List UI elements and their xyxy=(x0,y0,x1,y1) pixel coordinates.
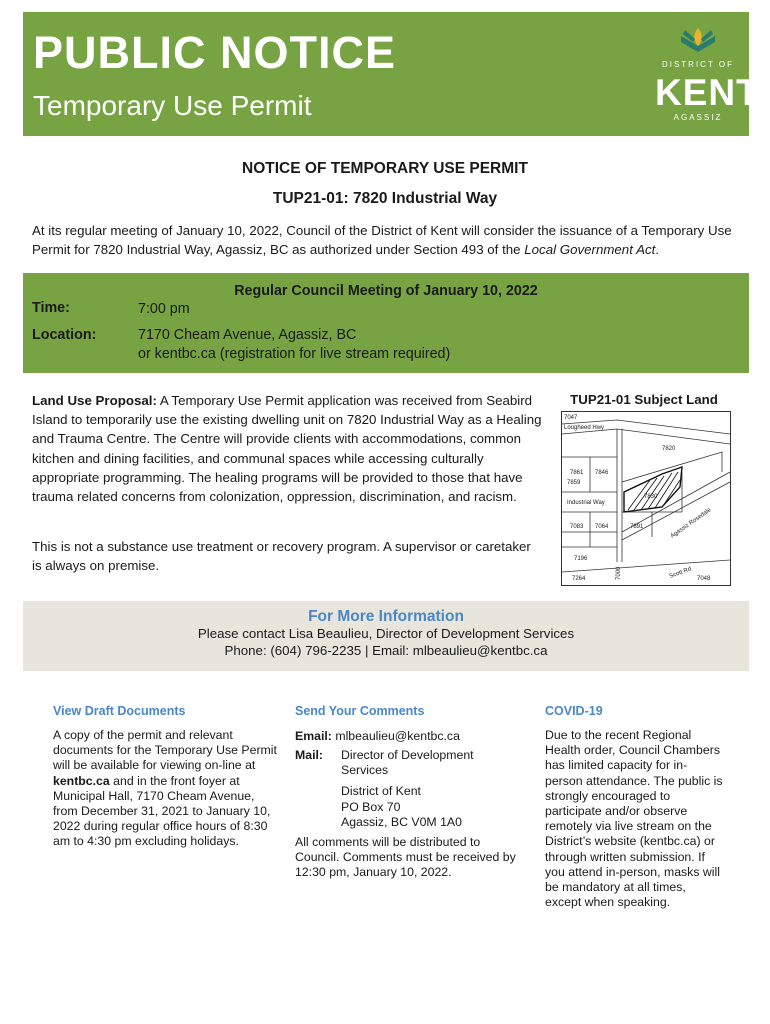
mail-address xyxy=(341,748,511,830)
intro-end: . xyxy=(655,242,660,257)
land-use-proposal xyxy=(32,391,542,506)
act-name: Local Government Act xyxy=(524,242,656,257)
contact-details: Phone: (604) 796-2235 | Email: mlbeaulieu@kentbc.ca xyxy=(224,643,548,658)
proposal-label: Land Use Proposal: xyxy=(32,393,157,408)
map-label: Scott Rd xyxy=(668,566,693,580)
location-value xyxy=(138,326,450,364)
book-leaf-icon xyxy=(655,24,741,54)
email-row xyxy=(295,729,460,744)
comments-note: All comments will be distributed to Council. Comments must be received by 12:30 pm, January 10, 2022. xyxy=(295,835,516,880)
map-label: 7830 xyxy=(644,494,658,500)
district-logo xyxy=(655,24,760,124)
map-label: Lougheed Hwy xyxy=(564,425,605,431)
time-label: Time: xyxy=(32,300,70,316)
draft-text-1: A copy of the permit and relevant documents for the Temporary Use Permit will be available for viewing on-line at xyxy=(53,728,277,773)
more-info-title: For More Information xyxy=(308,608,464,625)
more-info-box xyxy=(23,601,749,671)
logo-bottom-text: AGASSIZ xyxy=(673,113,723,122)
intro-text: At its regular meeting of January 10, 2022, Council of the District of Kent will consider the issuance of a Temporary Use Permit for 7820 Industrial Way, Agassiz, BC as authorized under Section 493 of the xyxy=(32,223,732,257)
notice-title: PUBLIC NOTICE xyxy=(33,27,397,78)
contact-line: Please contact Lisa Beaulieu, Director of Development Services xyxy=(197,626,575,641)
location-line-1: 7170 Cheam Avenue, Agassiz, BC xyxy=(138,327,357,343)
draft-text-2: and in the front foyer at Municipal Hall, 7170 Cheam Avenue, from December 31, 2021 to January 10, 2022 during regular office hours of 8:30 am to 4:30 pm excluding holidays. xyxy=(53,773,271,849)
proposal-note: This is not a substance use treatment or recovery program. A supervisor or caretaker is always on premise. xyxy=(32,539,531,574)
map-label: 7047 xyxy=(564,415,578,421)
mail-line: Agassiz, BC V0M 1A0 xyxy=(341,814,462,829)
map-label: 7264 xyxy=(572,576,586,582)
map-title: TUP21-01 Subject Land xyxy=(570,392,718,407)
map-label: 7891 xyxy=(630,524,644,530)
time-value: 7:00 pm xyxy=(138,301,190,317)
map-label: 7859 xyxy=(567,480,581,486)
email-value[interactable]: mlbeaulieu@kentbc.ca xyxy=(335,729,460,743)
location-label: Location: xyxy=(32,327,97,343)
intro-paragraph xyxy=(32,221,742,259)
covid-title: COVID-19 xyxy=(545,704,603,718)
proposal-text: A Temporary Use Permit application was received from Seabird Island to temporarily use the existing dwelling unit on 7820 Industrial Way as a Healing and Trauma Centre. The Centre will provide clients with accommodations, common kitchen and dining facilities, and communal spaces while accessing culturally appropriate programming. The healing programs will be provided to those that have trauma related concerns from colonization, oppression, discrimination, and racism. xyxy=(32,393,542,505)
draft-documents-text xyxy=(53,728,281,850)
map-label: 7196 xyxy=(574,556,588,562)
email-label: Email: xyxy=(295,729,332,743)
mail-line: Director of Development xyxy=(341,748,474,762)
map-label: Industrial Way xyxy=(567,500,605,506)
meeting-title: Regular Council Meeting of January 10, 2022 xyxy=(234,283,538,299)
map-label: 7861 xyxy=(570,470,584,476)
notice-subtitle: Temporary Use Permit xyxy=(33,90,312,121)
mail-line: District of Kent xyxy=(341,784,421,799)
map-label: 7846 xyxy=(595,470,609,476)
map-label: 7048 xyxy=(697,576,711,582)
mail-label: Mail: xyxy=(295,748,324,762)
location-line-2: or kentbc.ca (registration for live stream required) xyxy=(138,346,451,362)
mail-line: PO Box 70 xyxy=(341,799,401,814)
map-drawing xyxy=(562,412,730,585)
map-label: 7000 xyxy=(616,566,622,580)
send-comments-title: Send Your Comments xyxy=(295,704,425,718)
map-label: 7083 xyxy=(570,524,584,530)
map-label: Agassiz Rosedale xyxy=(669,507,713,540)
header-banner xyxy=(23,12,760,136)
draft-documents-title: View Draft Documents xyxy=(53,704,186,718)
meeting-box xyxy=(23,273,749,373)
notice-heading: NOTICE OF TEMPORARY USE PERMIT xyxy=(242,160,528,177)
permit-heading: TUP21-01: 7820 Industrial Way xyxy=(272,190,498,207)
logo-name: KENT xyxy=(655,72,760,113)
covid-text: Due to the recent Regional Health order, Council Chambers has limited capacity for in-person attendance. The public is strongly encouraged to participate and/or observe remotely via live stream on the District’s website (kentbc.ca) or through written submission. If you attend in-person, masks will be mandatory at all times, except when speaking. xyxy=(545,728,723,910)
mail-line: Services xyxy=(341,763,389,778)
logo-top-text: DISTRICT OF xyxy=(661,60,735,69)
map-label: 7064 xyxy=(595,524,609,530)
map-label: 7820 xyxy=(662,446,676,452)
subject-land-map xyxy=(561,411,731,586)
website-link[interactable]: kentbc.ca xyxy=(53,773,110,788)
